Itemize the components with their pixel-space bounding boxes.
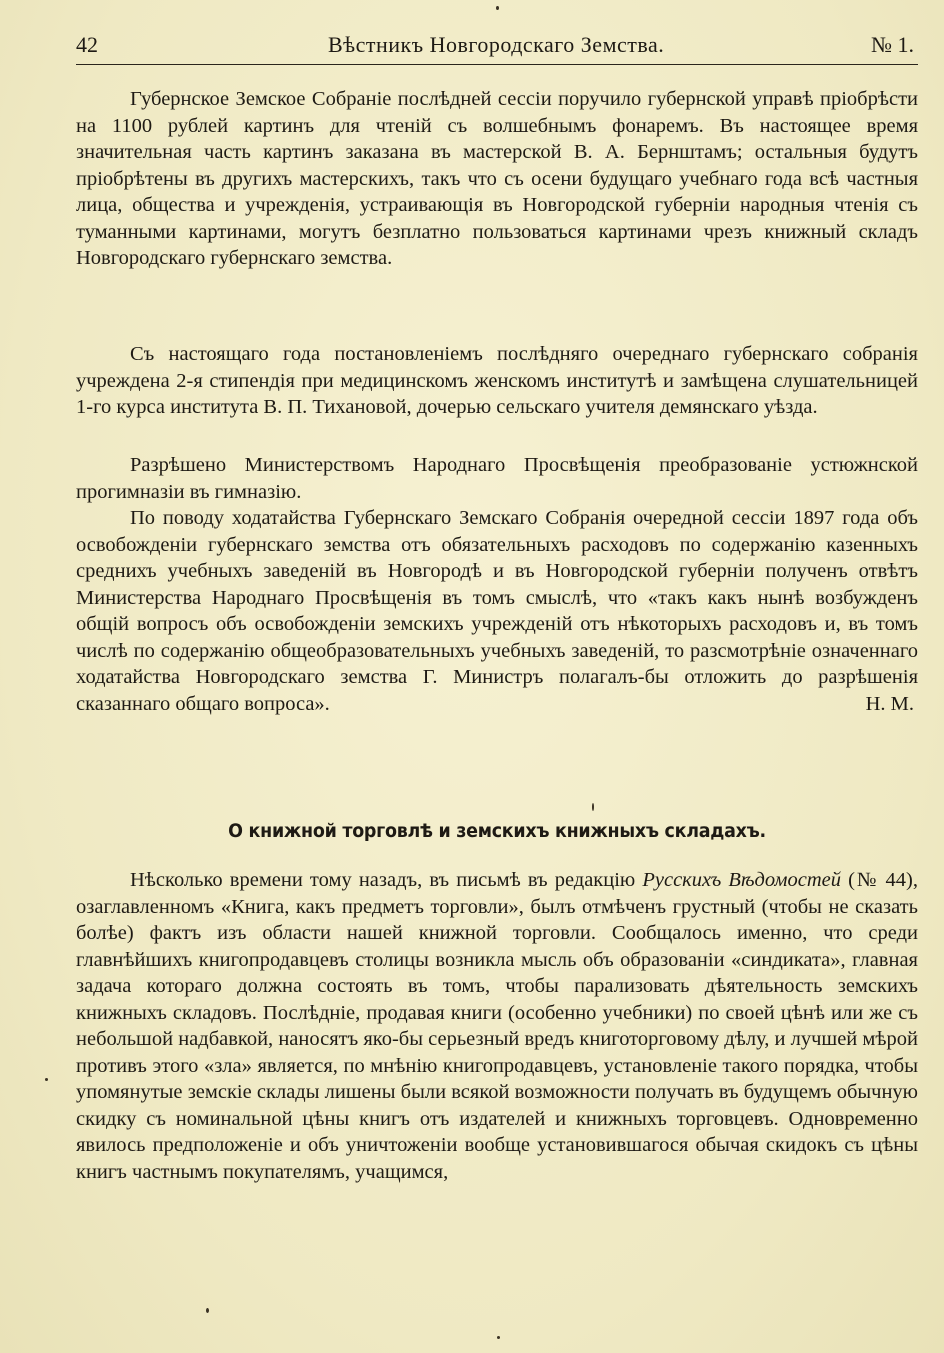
section-heading: О книжной торговлѣ и земскихъ книжныхъ складахъ. xyxy=(228,820,766,842)
article-paragraph: Разрѣшено Министерствомъ Народнаго Просвѣщенія преобразованіе устюжнской прогимназіи въ гимназію. xyxy=(76,454,918,503)
print-speck xyxy=(45,1078,48,1081)
article-paragraph: Съ настоящаго года постановленіемъ послѣдняго очереднаго губернскаго собранія учреждена 2-я стипендія при медицинскомъ женскомъ институтѣ и замѣщена слушательницей 1-го курса института В. П. Тихановой, дочерью сельскаго учителя демянскаго уѣзда. xyxy=(76,343,918,418)
page-number: 42 xyxy=(76,32,98,57)
paragraph-text: Нѣсколько времени тому назадъ, въ письмѣ въ редакцію xyxy=(130,869,643,891)
print-speck xyxy=(592,803,594,811)
author-signature: Н. М. xyxy=(865,692,914,715)
print-speck xyxy=(497,1336,500,1339)
article-paragraph-block xyxy=(76,505,918,717)
issue-number: № 1. xyxy=(871,32,914,57)
paragraph-text: (№ 44), озаглавленномъ «Книга, какъ предметъ торговли», былъ отмѣченъ грустный (чтобы не сказать болѣе) фактъ изъ области нашей книжной торговли. Сообщалось именно, что среди главнѣйшихъ книгопродавцевъ столицы возникла мысль объ образованіи «синдиката», главная задача котораго должна состоять въ томъ, чтобы парализовать дѣятельность земскихъ книжныхъ складовъ. Послѣдніе, продавая книги (особенно учебники) по своей цѣнѣ или же съ небольшой надбавкой, наносятъ яко-бы серьезный вредъ книготорговому дѣлу, и лучшей мѣрой противъ этого «зла» является, по мнѣнію книгопродавцевъ, установленіе такого порядка, чтобы упомянутые земскіе склады лишены были всякой возможности получать въ будущемъ обычную скидку съ номинальной цѣны книгъ отъ издателей и книжныхъ торговцевъ. Одновременно явилось предположеніе и объ уничтоженіи вообще установившагося обычая скидокъ съ цѣны книгъ частнымъ покупателямъ, учащимся, xyxy=(76,869,918,1183)
article-paragraph: Губернское Земское Собраніе послѣдней сессіи поручило губернской управѣ пріобрѣсти на 1100 рублей картинъ для чтеній съ волшебнымъ фонаремъ. Въ настоящее время значительная часть картинъ заказана въ мастерской В. А. Бернштамъ; остальныя будутъ пріобрѣтены въ другихъ мастерскихъ, такъ что съ осени будущаго учебнаго года всѣ частныя лица, общества и учрежденія, устраивающія въ Новгородской губерніи народныя чтенія съ туманными картинами, могутъ безплатно пользоваться картинами чрезъ книжный складъ Новгородскаго губернскаго земства. xyxy=(76,88,918,269)
article-paragraph xyxy=(76,867,918,1185)
page-header xyxy=(76,28,918,65)
print-speck xyxy=(496,6,499,10)
newspaper-title: Русскихъ Вѣдомостей xyxy=(642,869,841,891)
journal-title: Вѣстникъ Новгородскаго Земства. xyxy=(328,32,665,57)
article-paragraph: По поводу ходатайства Губернскаго Земскаго Собранія очередной сессіи 1897 года объ освобожденіи губернскаго земства отъ обязательныхъ расходовъ по содержанію казенныхъ среднихъ учебныхъ заведеній въ Новгородѣ и въ Новгородской губерніи полученъ отвѣтъ Министерства Народнаго Просвѣщенія въ томъ смыслѣ, что «такъ какъ нынѣ возбужденъ общій вопросъ объ освобожденіи земскихъ учрежденій отъ нѣкоторыхъ расходовъ и, въ томъ числѣ по содержанію общеобразовательныхъ учебныхъ заведеній, то разсмотрѣніе означеннаго ходатайства Новгородскаго земства Г. Министръ полагалъ-бы отложить до разрѣшенія сказаннаго общаго вопроса». xyxy=(76,507,918,715)
print-speck xyxy=(206,1308,209,1313)
